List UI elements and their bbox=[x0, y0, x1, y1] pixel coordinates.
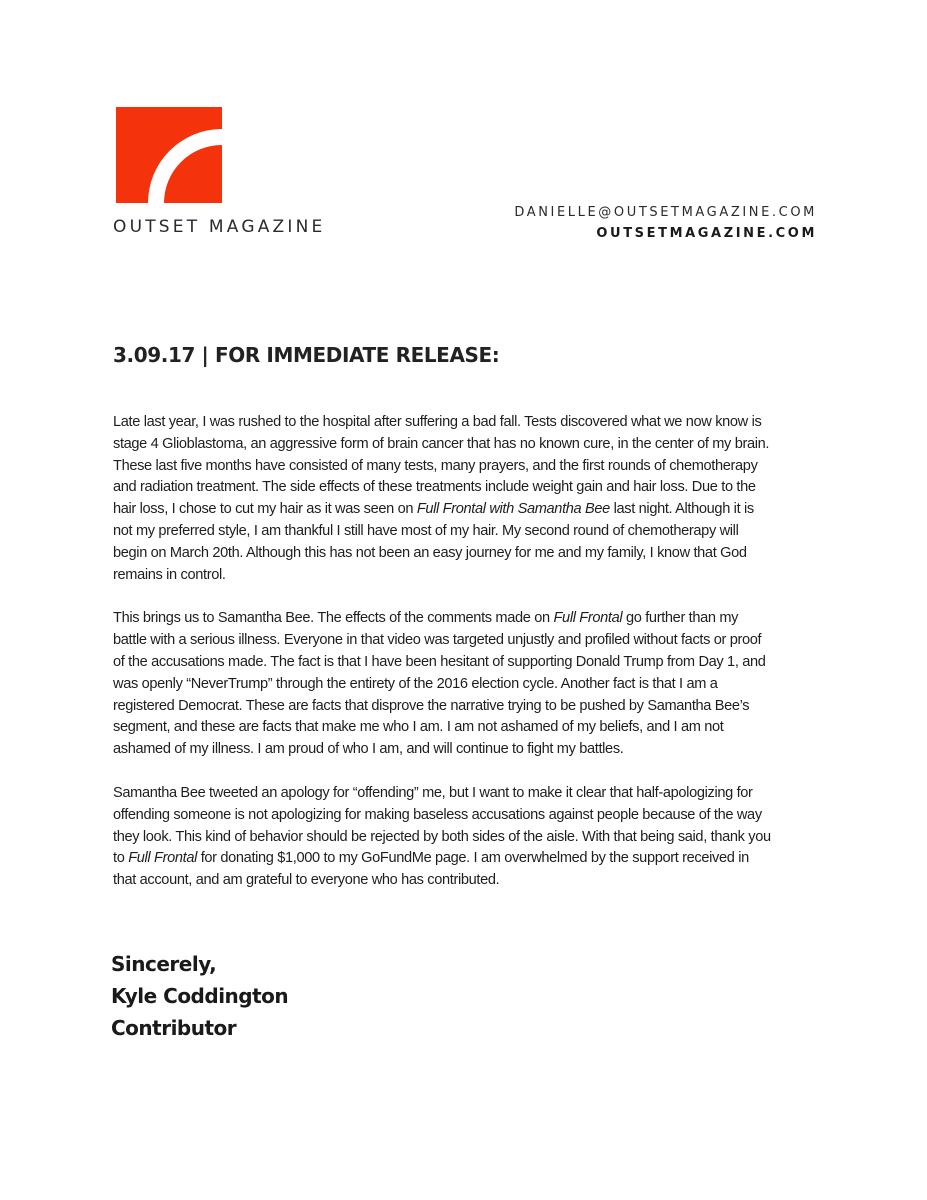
show-title: Full Frontal with Samantha Bee bbox=[416, 501, 610, 518]
paragraph-2-text-cont: go further than my battle with a serious illness. Everyone in that video was targeted unjustly and profiled without facts or proof of the accusations made. The fact is that I have been hesitant of supporting Donald Trump from Day 1, and was openly “NeverTrump” through the entirety of the 2016 election cycle. Another fact is that I am a registered Democrat. These are facts that disprove the narrative trying to be pushed by Samantha Bee’s segment, and these are facts that make me who I am. I am not ashamed of my beliefs, and I am not ashamed of my illness. I am proud of who I am, and will continue to fight my battles. bbox=[113, 610, 766, 758]
release-headline: 3.09.17 | FOR IMMEDIATE RELEASE: bbox=[113, 343, 500, 367]
show-title: Full Frontal bbox=[128, 850, 197, 867]
author-name: Kyle Coddington bbox=[111, 984, 289, 1008]
paragraph-2 bbox=[113, 608, 773, 761]
paragraph-1-text-cont: last night. Although it is not my preferred style, I am thankful I still have most of my hair. My second round of chemotherapy will begin on March 20th. Although this has not been an easy journey for me and my family, I know that God remains in control. bbox=[113, 501, 754, 583]
closing: Sincerely, bbox=[111, 952, 217, 976]
paragraph-3-text-cont: for donating $1,000 to my GoFundMe page. I am overwhelmed by the support received in that account, and am grateful to everyone who has contributed. bbox=[113, 850, 749, 889]
show-title: Full Frontal bbox=[553, 610, 623, 627]
outset-logo-icon bbox=[116, 107, 222, 203]
author-title: Contributor bbox=[111, 1016, 237, 1040]
paragraph-2-text: This brings us to Samantha Bee. The effects of the comments made on bbox=[113, 610, 554, 627]
contact-email: DANIELLE@OUTSETMAGAZINE.COM bbox=[514, 205, 817, 220]
paragraph-3-text: Samantha Bee tweeted an apology for “offending” me, but I want to make it clear that half-apologizing for offending someone is not apologizing for making baseless accusations against people because of the way they look. This kind of behavior should be rejected by both sides of the aisle. With that being said, thank you to bbox=[113, 784, 771, 867]
contact-info bbox=[514, 202, 817, 244]
signature-block bbox=[111, 948, 288, 1044]
brand-name: OUTSET MAGAZINE bbox=[113, 217, 326, 237]
contact-website: OUTSETMAGAZINE.COM bbox=[596, 226, 817, 241]
letter-body bbox=[113, 412, 773, 914]
paragraph-1 bbox=[113, 412, 773, 586]
paragraph-1-text: Late last year, I was rushed to the hospital after suffering a bad fall. Tests discovered what we now know is stage 4 Glioblastoma, an aggressive form of brain cancer that has no known cure, in the center of my brain. These last five months have consisted of many tests, many prayers, and the first rounds of chemotherapy and radiation treatment. The side effects of these treatments include weight gain and hair loss. Due to the hair loss, I chose to cut my hair as it was seen on bbox=[113, 414, 770, 518]
paragraph-3 bbox=[113, 783, 773, 892]
